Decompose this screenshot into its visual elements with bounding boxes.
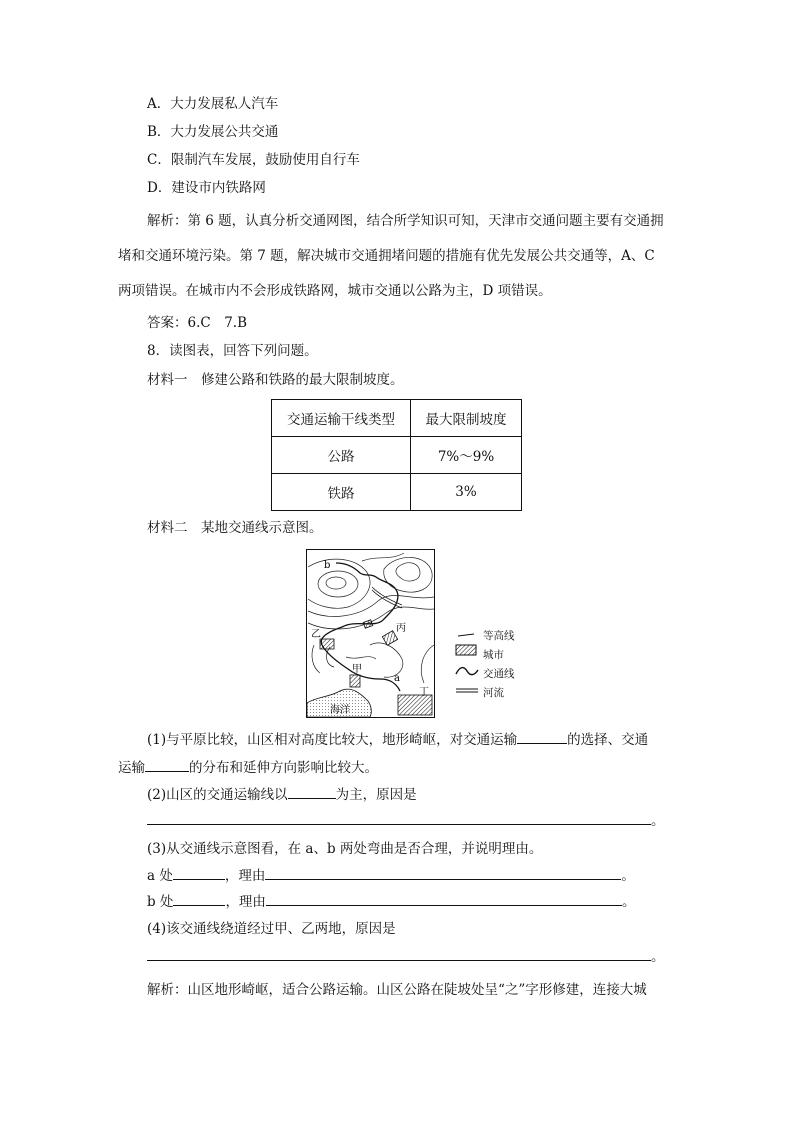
table-header: 最大限制坡度 [411, 400, 522, 437]
question-1-line-2 [118, 759, 378, 777]
answer-blank[interactable] [147, 948, 651, 961]
map-label-ding: 丁 [419, 687, 429, 698]
answer-blank[interactable] [288, 786, 336, 799]
question-1-text: (1)与平原比较，山区相对高度比较大，地形崎岖，对交通运输 [147, 732, 518, 748]
map-label-jia: 甲 [352, 664, 362, 675]
table-cell: 公路 [272, 437, 411, 474]
question-1-text: 运输 [118, 760, 145, 776]
map-label-b: b [324, 560, 331, 571]
legend-city: 城市 [483, 649, 504, 661]
table-header-row [272, 400, 522, 437]
analysis-line-2: 堵和交通环境污染。第 7 题，解决城市交通拥堵问题的措施有优先发展公共交通等，A、C [118, 248, 655, 264]
table-cell: 铁路 [272, 474, 411, 511]
table-header: 交通运输干线类型 [272, 400, 411, 437]
city-marker [320, 639, 334, 649]
question-8: 8．读图表，回答下列问题。 [147, 343, 318, 359]
question-3a-reason: ，理由 [224, 868, 266, 884]
legend-contour: 等高线 [483, 630, 515, 642]
answer-blank[interactable] [147, 812, 651, 825]
material-1: 材料一 修建公路和铁路的最大限制坡度。 [147, 372, 404, 388]
question-1-text: 的选择、交通 [567, 732, 649, 748]
option-c: C．限制汽车发展，鼓励使用自行车 [147, 152, 360, 168]
question-1-line-1 [147, 731, 648, 749]
answer-blank[interactable] [266, 893, 622, 906]
end-mark: 。 [651, 949, 665, 965]
question-4-answer-line [147, 948, 665, 966]
option-d: D．建设市内铁路网 [147, 180, 266, 196]
slope-table [271, 399, 522, 511]
legend-river: 河流 [483, 687, 504, 699]
answer-blank[interactable] [265, 867, 621, 880]
table-cell: 3% [411, 474, 522, 511]
answer-blank[interactable] [145, 759, 189, 772]
table-cell: 7%～9% [411, 437, 522, 474]
question-3b-label: b 处 [147, 894, 174, 910]
option-a: A．大力发展私人汽车 [147, 96, 279, 112]
table-row [272, 474, 522, 511]
map-label-a: a [394, 673, 400, 684]
question-4: (4)该交通线绕道经过甲、乙两地，原因是 [147, 921, 396, 937]
end-mark: 。 [621, 868, 635, 884]
city-legend-icon [456, 645, 476, 655]
end-mark: 。 [651, 813, 665, 829]
question-3: (3)从交通线示意图看，在 a、b 两处弯曲是否合理，并说明理由。 [147, 841, 543, 857]
answer-blank[interactable] [173, 893, 225, 906]
map-legend-symbols [448, 628, 488, 708]
map-label-yi: 乙 [311, 629, 321, 640]
question-1-text: 的分布和延伸方向影响比较大。 [189, 760, 378, 776]
material-2: 材料二 某地交通线示意图。 [147, 520, 323, 536]
question-3a-label: a 处 [147, 868, 173, 884]
question-3b-reason: ，理由 [225, 894, 266, 910]
question-3b-line [147, 893, 635, 911]
table-row [272, 437, 522, 474]
contour-legend-icon [458, 634, 474, 636]
question-2-text: (2)山区的交通运输线以 [147, 787, 288, 803]
end-mark: 。 [621, 894, 636, 910]
analysis-2: 解析：山区地形崎岖，适合公路运输。山区公路在陡坡处呈“之”字形修建，连接大城 [147, 982, 647, 998]
map-label-sea: 海洋 [330, 705, 350, 716]
map-label-bing: 丙 [396, 623, 406, 634]
question-2-text: 为主，原因是 [335, 787, 417, 803]
legend-transport: 交通线 [483, 668, 515, 680]
traffic-map [306, 549, 435, 718]
answer-blank[interactable] [173, 867, 225, 880]
question-3a-line [147, 867, 635, 885]
analysis-line-1: 解析：第 6 题，认真分析交通网图，结合所学知识可知，天津市交通问题主要有交通拥 [147, 213, 664, 229]
city-marker [350, 675, 360, 687]
analysis-line-3: 两项错误。在城市内不会形成铁路网，城市交通以公路为主，D 项错误。 [118, 283, 552, 299]
question-2-line [147, 786, 417, 804]
transport-legend-icon [456, 668, 478, 675]
answer: 答案：6.C 7.B [147, 315, 248, 331]
question-2-answer-line [147, 812, 665, 830]
city-marker [398, 695, 432, 715]
answer-blank[interactable] [517, 731, 567, 744]
option-b: B．大力发展公共交通 [147, 124, 279, 140]
